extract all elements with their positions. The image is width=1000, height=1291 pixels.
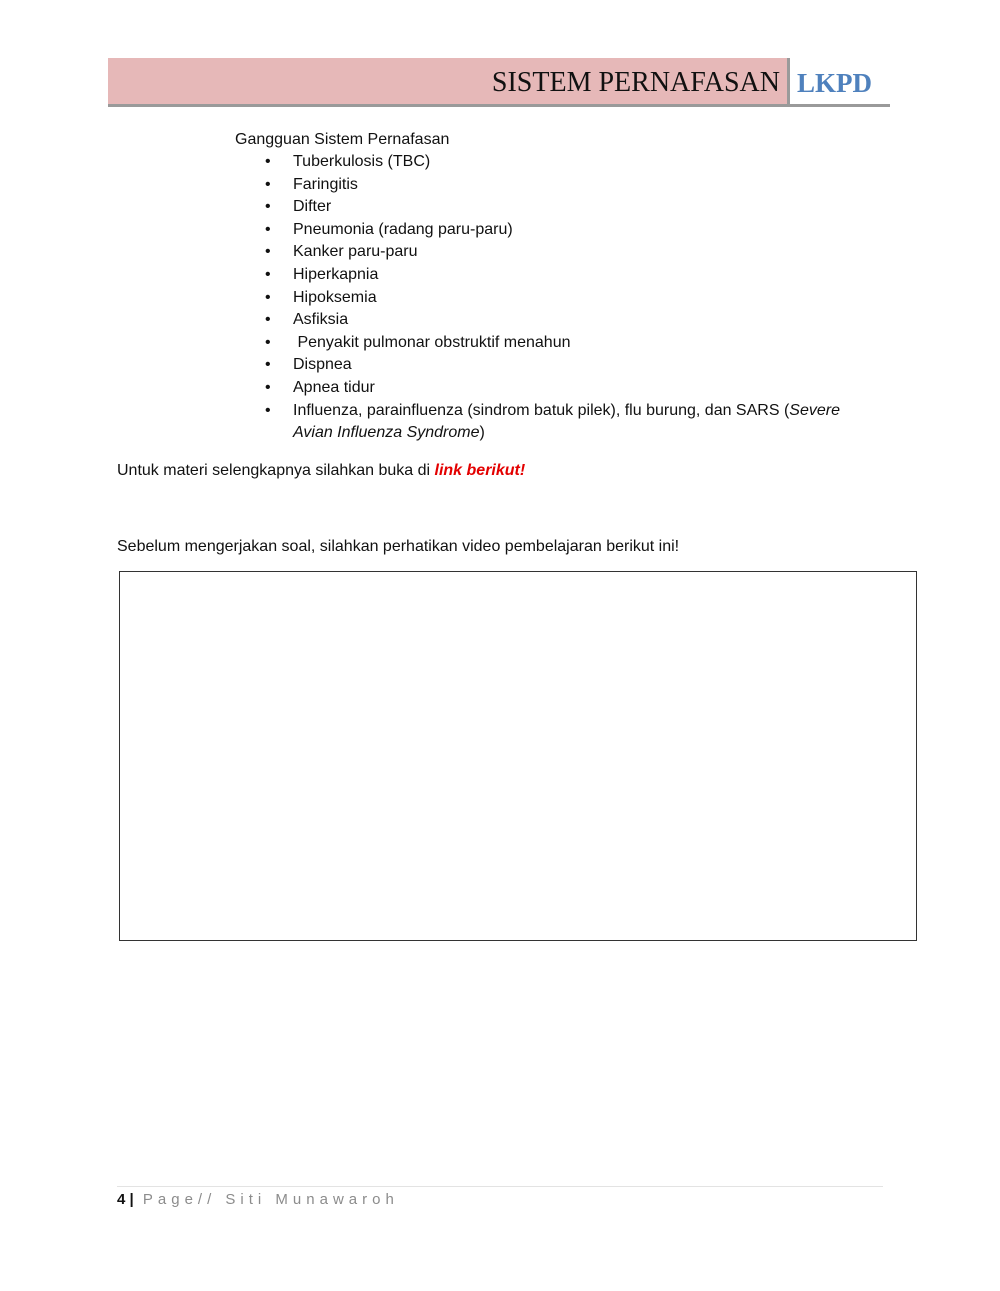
disorder-list [265,151,865,445]
influenza-text: Influenza, parainfluenza (sindrom batuk pilek), flu burung, dan SARS ( [293,401,790,419]
footer-rule [117,1186,883,1187]
list-item: • Kanker paru-paru [265,241,865,264]
list-item: • Hipoksemia [265,287,865,310]
list-item: • Tuberkulosis (TBC) [265,151,865,174]
influenza-italic: Severe Avian Influenza Syndrome [293,401,840,442]
video-embed-frame[interactable] [119,571,917,941]
list-item: • Pneumonia (radang paru-paru) [265,219,865,242]
document-title: SISTEM PERNAFASAN [491,67,780,98]
list-item: • Hiperkapnia [265,264,865,287]
material-link-line [117,461,525,481]
video-intro: Sebelum mengerjakan soal, silahkan perhatikan video pembelajaran berikut ini! [117,538,680,555]
list-item: • Penyakit pulmonar obstruktif menahun [265,332,865,355]
material-link[interactable]: link berikut! [434,462,526,479]
document-tag: LKPD [797,68,873,98]
list-item: • Dispnea [265,354,865,377]
influenza-close: ) [479,424,485,442]
section-heading: Gangguan Sistem Pernafasan [235,131,450,148]
list-item: • Difter [265,196,865,219]
page-number: 4 | [117,1191,134,1208]
header-rule [108,104,890,107]
list-item: • Apnea tidur [265,377,865,400]
list-item: • Asfiksia [265,309,865,332]
page-footer [117,1191,399,1209]
link-prefix: Untuk materi selengkapnya silahkan buka di [117,462,435,479]
list-item: • Faringitis [265,174,865,197]
header-divider [787,58,790,104]
list-item-influenza [265,400,865,445]
page-label: Page// Siti Munawaroh [133,1191,399,1208]
